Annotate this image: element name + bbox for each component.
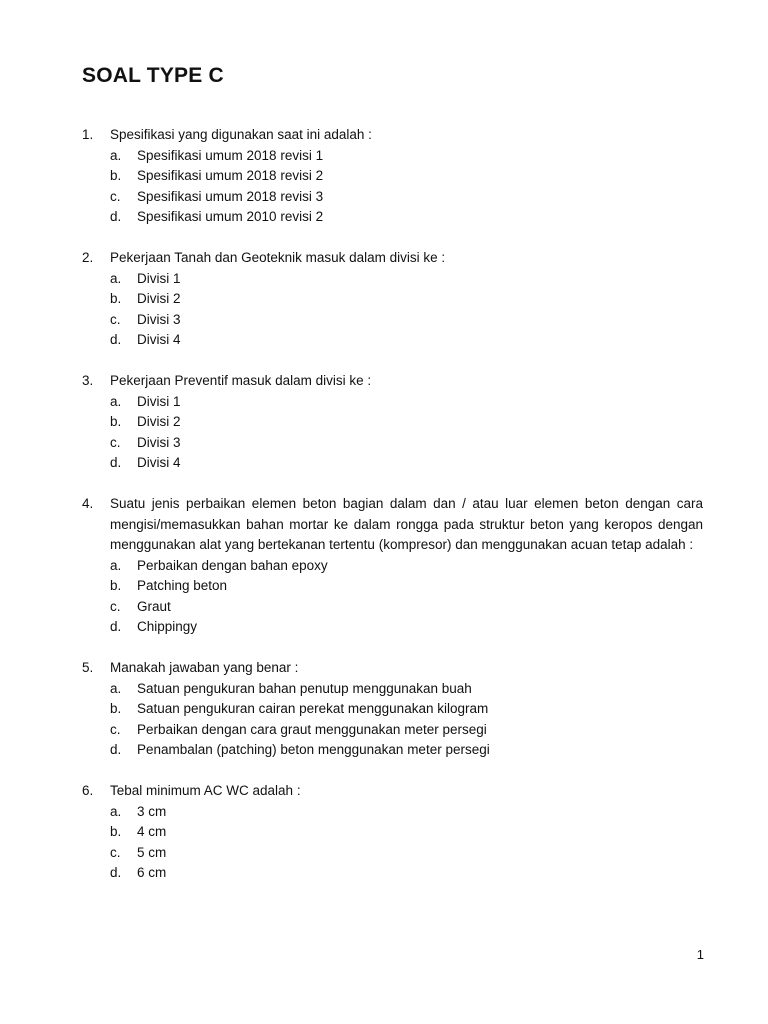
option-a bbox=[82, 146, 703, 167]
option-text: Graut bbox=[137, 598, 171, 614]
question-number: 2. bbox=[82, 250, 94, 265]
option-letter: d. bbox=[110, 209, 122, 224]
page-number: 1 bbox=[696, 947, 704, 962]
option-letter: b. bbox=[110, 168, 122, 183]
option-text: Divisi 2 bbox=[137, 291, 181, 306]
option-text: Spesifikasi umum 2018 revisi 3 bbox=[137, 188, 324, 204]
question-5 bbox=[82, 658, 703, 761]
option-d bbox=[82, 453, 703, 474]
option-letter: d. bbox=[110, 619, 122, 634]
option-a bbox=[82, 269, 703, 290]
question-number: 3. bbox=[82, 373, 94, 388]
option-letter: a. bbox=[110, 147, 122, 163]
option-letter: c. bbox=[110, 311, 121, 327]
option-a bbox=[82, 679, 703, 700]
option-letter: c. bbox=[110, 721, 121, 737]
option-b bbox=[82, 699, 703, 720]
option-letter: c. bbox=[110, 598, 121, 614]
question-number: 5. bbox=[82, 660, 94, 675]
option-text: 4 cm bbox=[137, 824, 167, 839]
option-list bbox=[82, 392, 703, 474]
option-a bbox=[82, 802, 703, 823]
option-text: Divisi 1 bbox=[137, 270, 181, 286]
question-text: Spesifikasi yang digunakan saat ini adalah : bbox=[110, 127, 372, 142]
option-letter: a. bbox=[110, 557, 122, 573]
option-list bbox=[82, 146, 703, 228]
option-text: Divisi 2 bbox=[137, 414, 181, 429]
option-b bbox=[82, 289, 703, 310]
option-text: Divisi 4 bbox=[137, 455, 181, 470]
option-letter: b. bbox=[110, 701, 122, 716]
option-letter: c. bbox=[110, 434, 121, 450]
option-text: Spesifikasi umum 2010 revisi 2 bbox=[137, 209, 324, 224]
option-d bbox=[82, 740, 703, 761]
option-list bbox=[82, 679, 703, 761]
option-c bbox=[82, 433, 703, 454]
option-text: Divisi 3 bbox=[137, 434, 181, 450]
option-text: Perbaikan dengan cara graut menggunakan meter persegi bbox=[137, 721, 487, 737]
question-text: Pekerjaan Tanah dan Geoteknik masuk dalam divisi ke : bbox=[110, 250, 446, 265]
option-text: 6 cm bbox=[137, 865, 167, 880]
option-text: Satuan pengukuran cairan perekat menggunakan kilogram bbox=[137, 701, 489, 716]
option-b bbox=[82, 576, 703, 597]
option-b bbox=[82, 166, 703, 187]
option-letter: d. bbox=[110, 865, 122, 880]
option-letter: a. bbox=[110, 680, 122, 696]
question-1 bbox=[82, 125, 703, 228]
question-number: 6. bbox=[82, 783, 94, 798]
option-text: 5 cm bbox=[137, 844, 167, 860]
option-c bbox=[82, 843, 703, 864]
option-text: Chippingy bbox=[137, 619, 198, 634]
option-letter: c. bbox=[110, 844, 121, 860]
document-title: SOAL TYPE C bbox=[82, 64, 224, 87]
option-letter: b. bbox=[110, 578, 122, 593]
option-d bbox=[82, 617, 703, 638]
option-letter: d. bbox=[110, 332, 122, 347]
option-text: Perbaikan dengan bahan epoxy bbox=[137, 557, 328, 573]
option-text: Spesifikasi umum 2018 revisi 1 bbox=[137, 147, 324, 163]
question-text: Suatu jenis perbaikan elemen beton bagian dalam dan / atau luar elemen beton dengan cara mengisi/memasukkan bahan mortar ke dalam rongga pada struktur beton yang keropos dengan menggunakan alat yang bertekanan tertentu (kompresor) dan menggunakan acuan tetap adalah : bbox=[110, 496, 703, 552]
option-c bbox=[82, 597, 703, 618]
question-2 bbox=[82, 248, 703, 351]
question-6 bbox=[82, 781, 703, 884]
option-c bbox=[82, 187, 703, 208]
option-list bbox=[82, 802, 703, 884]
option-c bbox=[82, 310, 703, 331]
option-letter: c. bbox=[110, 188, 121, 204]
question-text: Tebal minimum AC WC adalah : bbox=[110, 783, 301, 798]
option-b bbox=[82, 822, 703, 843]
question-text: Pekerjaan Preventif masuk dalam divisi ke : bbox=[110, 373, 372, 388]
option-d bbox=[82, 330, 703, 351]
option-a bbox=[82, 392, 703, 413]
option-text: Spesifikasi umum 2018 revisi 2 bbox=[137, 168, 324, 183]
option-text: Penambalan (patching) beton menggunakan meter persegi bbox=[137, 742, 490, 757]
option-letter: d. bbox=[110, 742, 122, 757]
option-text: 3 cm bbox=[137, 803, 167, 819]
option-letter: a. bbox=[110, 803, 122, 819]
option-letter: b. bbox=[110, 291, 122, 306]
option-d bbox=[82, 863, 703, 884]
option-list bbox=[82, 269, 703, 351]
option-letter: a. bbox=[110, 393, 122, 409]
option-text: Divisi 3 bbox=[137, 311, 181, 327]
option-text: Satuan pengukuran bahan penutup menggunakan buah bbox=[137, 680, 472, 696]
option-c bbox=[82, 720, 703, 741]
option-list bbox=[82, 556, 703, 638]
option-text: Divisi 4 bbox=[137, 332, 181, 347]
option-text: Divisi 1 bbox=[137, 393, 181, 409]
option-b bbox=[82, 412, 703, 433]
option-a bbox=[82, 556, 703, 577]
option-letter: b. bbox=[110, 414, 122, 429]
question-4 bbox=[82, 494, 703, 638]
question-number: 4. bbox=[82, 496, 94, 511]
question-list bbox=[82, 125, 703, 904]
option-d bbox=[82, 207, 703, 228]
option-text: Patching beton bbox=[137, 578, 228, 593]
option-letter: b. bbox=[110, 824, 122, 839]
question-text: Manakah jawaban yang benar : bbox=[110, 660, 299, 675]
question-3 bbox=[82, 371, 703, 474]
option-letter: a. bbox=[110, 270, 122, 286]
question-number: 1. bbox=[82, 127, 94, 142]
option-letter: d. bbox=[110, 455, 122, 470]
